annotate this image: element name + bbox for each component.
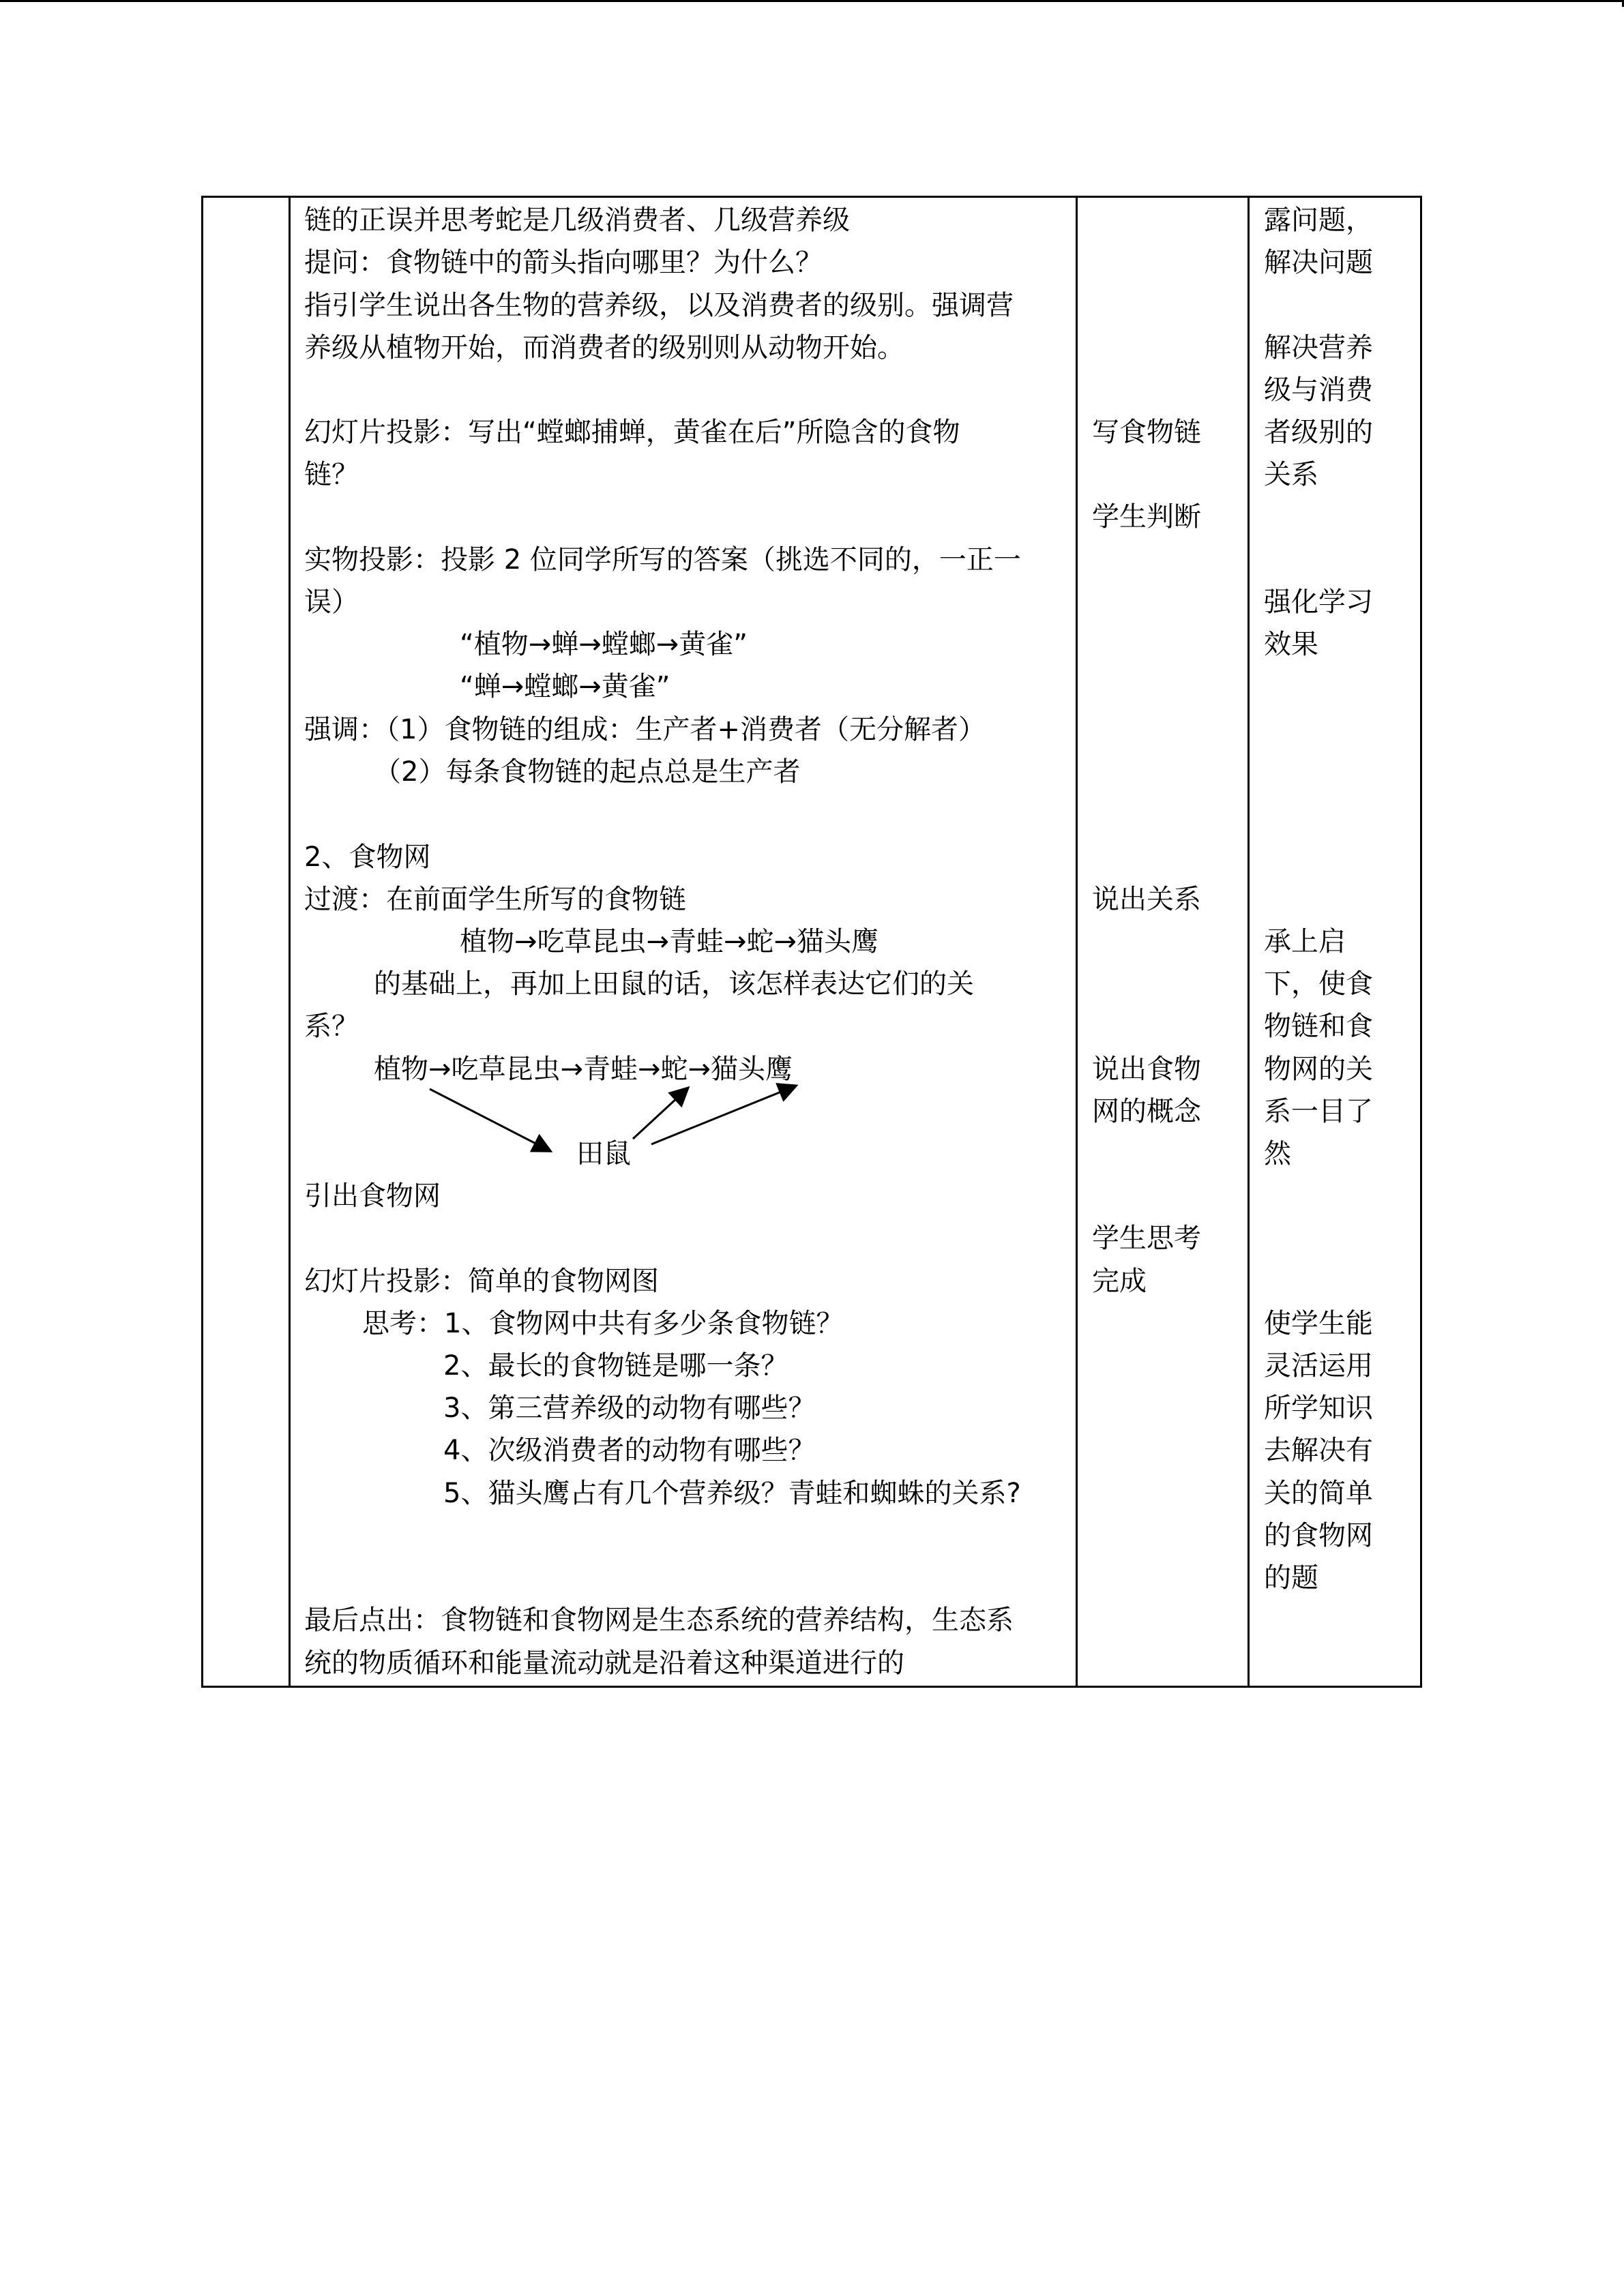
arrow-mouse-to-snake (633, 1089, 687, 1139)
content-line: 链的正误并思考蛇是几级消费者、几级营养级 (304, 205, 850, 236)
content-line: 引出食物网 (304, 1180, 441, 1212)
food-chain-example: 植物→吃草昆虫→青蛙→蛇→猫头鹰 (460, 926, 879, 957)
content-line: 的基础上，再加上田鼠的话，该怎样表达它们的关 (374, 968, 974, 1000)
purpose-line: 露问题， (1264, 205, 1373, 236)
question-line: 4、次级消费者的动物有哪些？ (443, 1435, 816, 1466)
purpose-line: 关系 (1264, 459, 1318, 490)
food-web-chain: 植物→吃草昆虫→青蛙→蛇→猫头鹰 (374, 1054, 793, 1085)
content-line: 统的物质循环和能量流动就是沿着这种渠道进行的 (304, 1648, 904, 1679)
answer-chain-1: “植物→蝉→螳螂→黄雀” (460, 629, 748, 660)
purpose-line: 关的简单 (1264, 1478, 1373, 1509)
student-line: 说出食物 (1092, 1054, 1201, 1085)
content-line: 强调：（1）食物链的组成：生产者+消费者（无分解者） (304, 714, 986, 745)
arrow-mouse-to-owl (651, 1086, 795, 1144)
purpose-line: 解决问题 (1264, 247, 1373, 278)
purpose-line: 的食物网 (1264, 1520, 1373, 1551)
purpose-line: 强化学习 (1264, 586, 1373, 618)
student-line: 网的概念 (1092, 1096, 1201, 1127)
content-line: 实物投影：投影 2 位同学所写的答案（挑选不同的，一正一 (304, 544, 1021, 576)
arrow-plant-to-mouse (430, 1089, 549, 1150)
content-line: 链？ (304, 459, 359, 490)
question-line: 5、猫头鹰占有几个营养级？青蛙和蜘蛛的关系? (443, 1478, 1021, 1509)
question-line: 3、第三营养级的动物有哪些？ (443, 1392, 816, 1424)
purpose-line: 然 (1264, 1138, 1291, 1169)
purpose-line: 的题 (1264, 1562, 1318, 1594)
purpose-line: 物链和食 (1264, 1011, 1373, 1042)
content-line: 幻灯片投影：简单的食物网图 (304, 1266, 659, 1297)
content-line: 误） (304, 586, 359, 618)
purpose-line: 去解决有 (1264, 1435, 1373, 1466)
purpose-line: 效果 (1264, 629, 1318, 660)
content-line: 幻灯片投影：写出“螳螂捕蝉，黄雀在后”所隐含的食物 (304, 417, 960, 448)
purpose-line: 级与消费 (1264, 374, 1373, 406)
purpose-line: 使学生能 (1264, 1308, 1373, 1339)
purpose-line: 系一目了 (1264, 1096, 1373, 1127)
section-heading-food-web: 2、食物网 (304, 841, 431, 873)
content-line: 过渡：在前面学生所写的食物链 (304, 884, 686, 915)
purpose-line: 承上启 (1264, 926, 1346, 957)
answer-chain-2: “蝉→螳螂→黄雀” (460, 671, 670, 702)
content-line: 最后点出：食物链和食物网是生态系统的营养结构，生态系 (304, 1605, 1014, 1636)
food-web-field-mouse: 田鼠 (576, 1138, 631, 1169)
content-line: 指引学生说出各生物的营养级，以及消费者的级别。强调营 (304, 290, 1014, 321)
student-line: 学生思考 (1092, 1223, 1201, 1254)
question-line: 2、最长的食物链是哪一条？ (443, 1350, 788, 1382)
content-line: 提问：食物链中的箭头指向哪里？为什么？ (304, 247, 823, 278)
purpose-line: 物网的关 (1264, 1054, 1373, 1085)
student-line: 说出关系 (1092, 884, 1201, 915)
student-line: 学生判断 (1092, 501, 1201, 533)
student-line: 写食物链 (1092, 417, 1201, 448)
purpose-line: 所学知识 (1264, 1392, 1373, 1424)
purpose-line: 者级别的 (1264, 417, 1373, 448)
content-line: 系？ (304, 1011, 359, 1042)
purpose-line: 解决营养 (1264, 332, 1373, 363)
student-line: 完成 (1092, 1266, 1147, 1297)
purpose-line: 灵活运用 (1264, 1350, 1373, 1382)
purpose-line: 下，使食 (1264, 968, 1373, 1000)
question-line: 思考：1、食物网中共有多少条食物链？ (362, 1308, 844, 1339)
content-line: （2）每条食物链的起点总是生产者 (374, 756, 801, 788)
content-line: 养级从植物开始，而消费者的级别则从动物开始。 (304, 332, 904, 363)
